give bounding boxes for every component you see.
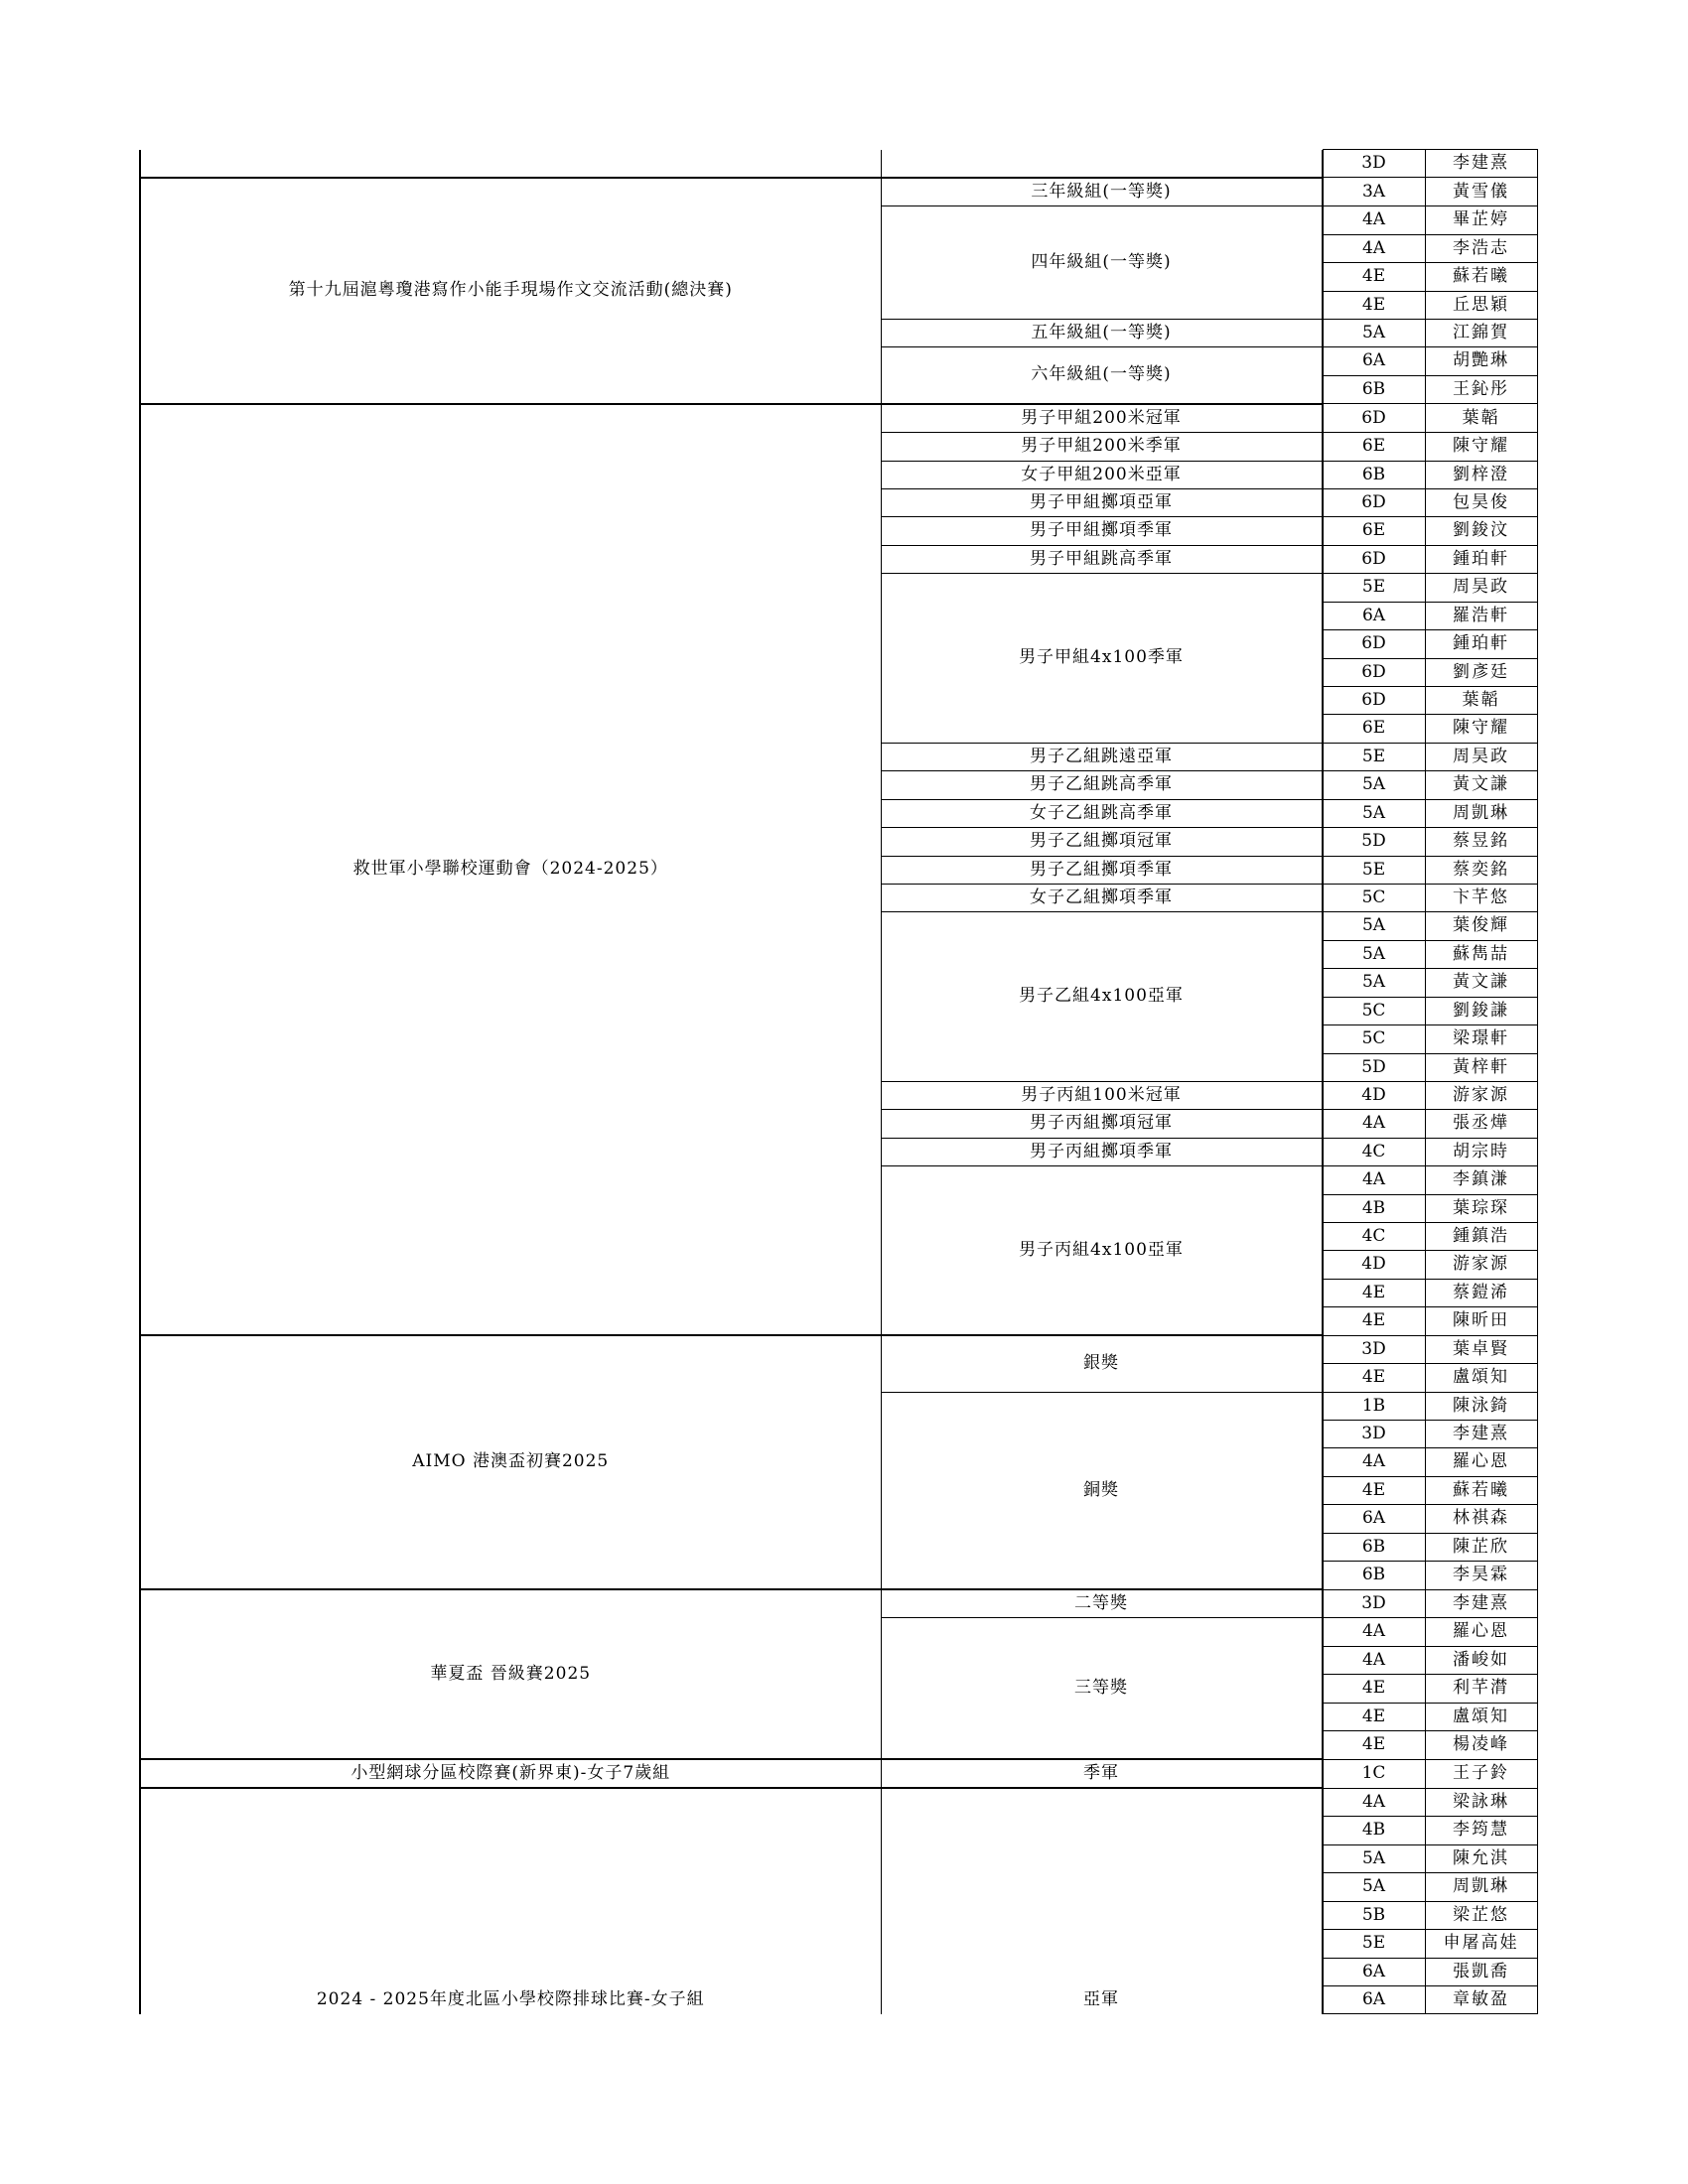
student-name: 周昊政 <box>1425 743 1537 770</box>
award-cell <box>881 1166 1322 1336</box>
award-cell <box>881 347 1322 404</box>
award-cell <box>881 150 1322 178</box>
student-class: 5D <box>1323 828 1425 856</box>
student-class: 6A <box>1323 1505 1425 1533</box>
student-name: 畢芷婷 <box>1425 206 1537 234</box>
award-label: 男子甲組4x100季軍 <box>1019 647 1184 668</box>
award-cell <box>881 743 1322 770</box>
student-name: 梁詠琳 <box>1425 1788 1537 1816</box>
student-name: 鍾鎮浩 <box>1425 1223 1537 1251</box>
award-cell <box>881 1138 1322 1165</box>
event-name: 救世軍小學聯校運動會（2024-2025） <box>352 859 668 880</box>
student-class: 5A <box>1323 320 1425 347</box>
student-name: 申屠高娃 <box>1425 1930 1537 1958</box>
award-cell <box>881 1759 1322 1788</box>
student-name: 鍾珀軒 <box>1425 545 1537 573</box>
student-name: 葉卓賢 <box>1425 1335 1537 1363</box>
student-class: 6B <box>1323 461 1425 488</box>
event-name: 2024 - 2025年度北區小學校際排球比賽-女子組 <box>316 1989 705 2010</box>
student-class: 3A <box>1323 178 1425 206</box>
student-class: 6B <box>1323 1562 1425 1589</box>
student-name: 張丞燁 <box>1425 1110 1537 1138</box>
student-name: 卞芊悠 <box>1425 884 1537 911</box>
student-class: 6D <box>1323 404 1425 433</box>
student-name: 李浩志 <box>1425 234 1537 262</box>
student-class: 1B <box>1323 1392 1425 1420</box>
award-label: 男子乙組跳高季軍 <box>1030 774 1173 795</box>
award-label: 男子甲組跳高季軍 <box>1030 548 1173 569</box>
student-name: 李昊霖 <box>1425 1562 1537 1589</box>
student-name: 楊凌峰 <box>1425 1731 1537 1759</box>
student-name: 葉韜 <box>1425 404 1537 433</box>
student-class: 4E <box>1323 1307 1425 1335</box>
student-name: 盧頌知 <box>1425 1703 1537 1730</box>
event-name-cell <box>140 1335 881 1589</box>
student-class: 3D <box>1323 1589 1425 1618</box>
student-class: 4A <box>1323 1448 1425 1476</box>
award-cell <box>881 884 1322 911</box>
student-class: 6D <box>1323 545 1425 573</box>
student-class: 4E <box>1323 1364 1425 1392</box>
award-label: 男子乙組擲項季軍 <box>1030 859 1173 880</box>
student-name: 蔡奕銘 <box>1425 856 1537 884</box>
student-name: 陳泳錡 <box>1425 1392 1537 1420</box>
student-class: 6A <box>1323 347 1425 375</box>
student-name: 黃雪儀 <box>1425 178 1537 206</box>
award-label: 男子乙組擲項冠軍 <box>1030 831 1173 852</box>
student-name: 蔡昱銘 <box>1425 828 1537 856</box>
student-class: 4A <box>1323 1618 1425 1646</box>
student-name: 陳守耀 <box>1425 715 1537 743</box>
award-label: 男子甲組200米季軍 <box>1021 436 1182 457</box>
award-cell <box>881 771 1322 799</box>
student-name: 周凱琳 <box>1425 799 1537 827</box>
event-name: 小型網球分區校際賽(新界東)-女子7歲組 <box>351 1763 671 1784</box>
student-name: 江錦賀 <box>1425 320 1537 347</box>
results-table-body <box>140 150 1537 2014</box>
award-cell <box>881 1081 1322 1109</box>
student-name: 王子鈴 <box>1425 1759 1537 1788</box>
award-label: 男子甲組擲項亞軍 <box>1030 492 1173 513</box>
student-class: 4E <box>1323 1675 1425 1703</box>
award-cell <box>881 206 1322 320</box>
table-row <box>140 1335 1537 1363</box>
award-label: 季軍 <box>1083 1763 1119 1784</box>
student-name: 李筠慧 <box>1425 1817 1537 1844</box>
award-label: 男子丙組擲項季軍 <box>1030 1141 1173 1161</box>
award-label: 男子乙組4x100亞軍 <box>1019 986 1184 1007</box>
student-name: 胡艷琳 <box>1425 347 1537 375</box>
award-label: 二等獎 <box>1074 1593 1128 1614</box>
student-name: 李建熹 <box>1425 1420 1537 1447</box>
student-name: 李建熹 <box>1425 150 1537 178</box>
award-label: 五年級組(一等獎) <box>1031 323 1172 343</box>
award-label: 女子乙組擲項季軍 <box>1030 887 1173 907</box>
student-class: 6B <box>1323 1533 1425 1561</box>
student-class: 5C <box>1323 884 1425 911</box>
student-class: 4E <box>1323 1476 1425 1504</box>
student-name: 利芊潸 <box>1425 1675 1537 1703</box>
student-class: 6A <box>1323 1985 1425 2013</box>
award-cell <box>881 1335 1322 1392</box>
student-class: 4A <box>1323 1788 1425 1816</box>
student-class: 4C <box>1323 1223 1425 1251</box>
award-cell <box>881 856 1322 884</box>
student-class: 4D <box>1323 1251 1425 1279</box>
award-cell <box>881 1788 1322 2013</box>
event-name: 第十九屆滬粵瓊港寫作小能手現場作文交流活動(總決賽) <box>288 280 733 301</box>
award-cell <box>881 404 1322 433</box>
award-cell <box>881 433 1322 461</box>
student-name: 潘峻如 <box>1425 1646 1537 1674</box>
student-class: 5B <box>1323 1901 1425 1929</box>
event-name-cell <box>140 1759 881 1788</box>
student-class: 4A <box>1323 1646 1425 1674</box>
student-name: 李建熹 <box>1425 1589 1537 1618</box>
student-class: 5D <box>1323 1053 1425 1081</box>
student-name: 蔡鎧浠 <box>1425 1279 1537 1306</box>
student-class: 3D <box>1323 150 1425 178</box>
student-name: 梁璟軒 <box>1425 1025 1537 1053</box>
student-class: 5A <box>1323 969 1425 997</box>
award-cell <box>881 178 1322 206</box>
student-name: 黃文謙 <box>1425 969 1537 997</box>
student-class: 5A <box>1323 1873 1425 1901</box>
student-class: 6E <box>1323 715 1425 743</box>
award-label: 男子丙組擲項冠軍 <box>1030 1113 1173 1134</box>
student-name: 葉韜 <box>1425 687 1537 715</box>
award-label: 四年級組(一等獎) <box>1031 251 1172 272</box>
student-name: 葉琮琛 <box>1425 1194 1537 1222</box>
award-cell <box>881 828 1322 856</box>
student-class: 5E <box>1323 1930 1425 1958</box>
table-row <box>140 1788 1537 1816</box>
student-class: 6A <box>1323 602 1425 629</box>
award-cell <box>881 1589 1322 1618</box>
event-name: 華夏盃 晉級賽2025 <box>430 1663 592 1684</box>
award-cell <box>881 517 1322 545</box>
student-name: 張凱喬 <box>1425 1958 1537 1985</box>
results-table <box>139 149 1538 2014</box>
student-name: 游家源 <box>1425 1251 1537 1279</box>
award-cell <box>881 912 1322 1082</box>
student-name: 林祺森 <box>1425 1505 1537 1533</box>
student-name: 蘇雋喆 <box>1425 940 1537 968</box>
student-class: 4C <box>1323 1138 1425 1165</box>
event-name-cell <box>140 1788 881 2013</box>
student-name: 丘思穎 <box>1425 291 1537 319</box>
student-name: 盧頌知 <box>1425 1364 1537 1392</box>
student-class: 4B <box>1323 1194 1425 1222</box>
table-row <box>140 1759 1537 1788</box>
award-cell <box>881 545 1322 573</box>
award-cell <box>881 461 1322 488</box>
student-name: 羅心恩 <box>1425 1618 1537 1646</box>
student-class: 4A <box>1323 1110 1425 1138</box>
award-cell <box>881 1618 1322 1759</box>
student-class: 4A <box>1323 234 1425 262</box>
student-class: 4D <box>1323 1081 1425 1109</box>
student-name: 劉鋑汶 <box>1425 517 1537 545</box>
student-name: 劉彥廷 <box>1425 658 1537 686</box>
award-cell <box>881 1392 1322 1589</box>
student-name: 黃文謙 <box>1425 771 1537 799</box>
student-name: 周昊政 <box>1425 574 1537 602</box>
student-name: 劉鋑謙 <box>1425 997 1537 1024</box>
student-class: 3D <box>1323 1420 1425 1447</box>
award-cell <box>881 574 1322 744</box>
student-name: 羅浩軒 <box>1425 602 1537 629</box>
student-name: 李鎮溓 <box>1425 1166 1537 1194</box>
table-row <box>140 150 1537 178</box>
student-class: 4E <box>1323 291 1425 319</box>
student-name: 陳芷欣 <box>1425 1533 1537 1561</box>
table-row <box>140 178 1537 206</box>
award-label: 女子甲組200米亞軍 <box>1021 464 1182 484</box>
student-name: 蘇若曦 <box>1425 263 1537 291</box>
student-class: 6D <box>1323 658 1425 686</box>
student-name: 包昊俊 <box>1425 489 1537 517</box>
student-class: 4E <box>1323 1279 1425 1306</box>
student-name: 鍾珀軒 <box>1425 630 1537 658</box>
student-class: 5C <box>1323 1025 1425 1053</box>
student-class: 6D <box>1323 489 1425 517</box>
student-name: 陳守耀 <box>1425 433 1537 461</box>
award-label: 男子丙組4x100亞軍 <box>1019 1239 1184 1260</box>
student-class: 5A <box>1323 771 1425 799</box>
student-class: 6E <box>1323 433 1425 461</box>
student-class: 4E <box>1323 1703 1425 1730</box>
student-class: 4A <box>1323 206 1425 234</box>
event-name-cell <box>140 150 881 178</box>
student-class: 6D <box>1323 630 1425 658</box>
table-row <box>140 1589 1537 1618</box>
award-cell <box>881 799 1322 827</box>
student-class: 6D <box>1323 687 1425 715</box>
event-name-cell <box>140 178 881 404</box>
award-cell <box>881 1110 1322 1138</box>
student-class: 4B <box>1323 1817 1425 1844</box>
student-name: 周凱琳 <box>1425 1873 1537 1901</box>
student-class: 5E <box>1323 574 1425 602</box>
student-class: 5A <box>1323 940 1425 968</box>
student-class: 4E <box>1323 1731 1425 1759</box>
student-class: 5A <box>1323 799 1425 827</box>
event-name: AIMO 港澳盃初賽2025 <box>412 1451 610 1472</box>
student-name: 蘇若曦 <box>1425 1476 1537 1504</box>
award-label: 三年級組(一等獎) <box>1031 181 1172 202</box>
student-name: 王鈊彤 <box>1425 375 1537 403</box>
award-label: 銀獎 <box>1083 1353 1119 1374</box>
award-label: 女子乙組跳高季軍 <box>1030 802 1173 823</box>
award-label: 男子甲組擲項季軍 <box>1030 520 1173 541</box>
award-label: 銅獎 <box>1083 1479 1119 1500</box>
student-class: 6B <box>1323 375 1425 403</box>
student-name: 梁芷悠 <box>1425 1901 1537 1929</box>
event-name-cell <box>140 1589 881 1759</box>
student-name: 陳昕田 <box>1425 1307 1537 1335</box>
student-name: 劉梓澄 <box>1425 461 1537 488</box>
student-name: 游家源 <box>1425 1081 1537 1109</box>
student-class: 6E <box>1323 517 1425 545</box>
award-label: 男子甲組200米冠軍 <box>1021 407 1182 428</box>
student-name: 羅心恩 <box>1425 1448 1537 1476</box>
student-name: 胡宗時 <box>1425 1138 1537 1165</box>
student-class: 5E <box>1323 743 1425 770</box>
student-class: 5E <box>1323 856 1425 884</box>
student-class: 5A <box>1323 912 1425 940</box>
student-class: 5A <box>1323 1844 1425 1872</box>
student-class: 3D <box>1323 1335 1425 1363</box>
student-class: 5C <box>1323 997 1425 1024</box>
award-label: 六年級組(一等獎) <box>1031 364 1172 385</box>
student-name: 陳允淇 <box>1425 1844 1537 1872</box>
student-name: 黃梓軒 <box>1425 1053 1537 1081</box>
student-class: 6A <box>1323 1958 1425 1985</box>
student-class: 1C <box>1323 1759 1425 1788</box>
award-label: 男子乙組跳遠亞軍 <box>1030 746 1173 766</box>
student-class: 4E <box>1323 263 1425 291</box>
award-label: 三等獎 <box>1074 1678 1128 1699</box>
award-label: 亞軍 <box>1083 1989 1119 2010</box>
award-cell <box>881 489 1322 517</box>
student-name: 章敏盈 <box>1425 1985 1537 2013</box>
student-class: 4A <box>1323 1166 1425 1194</box>
event-name-cell <box>140 404 881 1335</box>
award-cell <box>881 320 1322 347</box>
table-row <box>140 404 1537 433</box>
award-label: 男子丙組100米冠軍 <box>1021 1084 1182 1105</box>
student-name: 葉俊輝 <box>1425 912 1537 940</box>
